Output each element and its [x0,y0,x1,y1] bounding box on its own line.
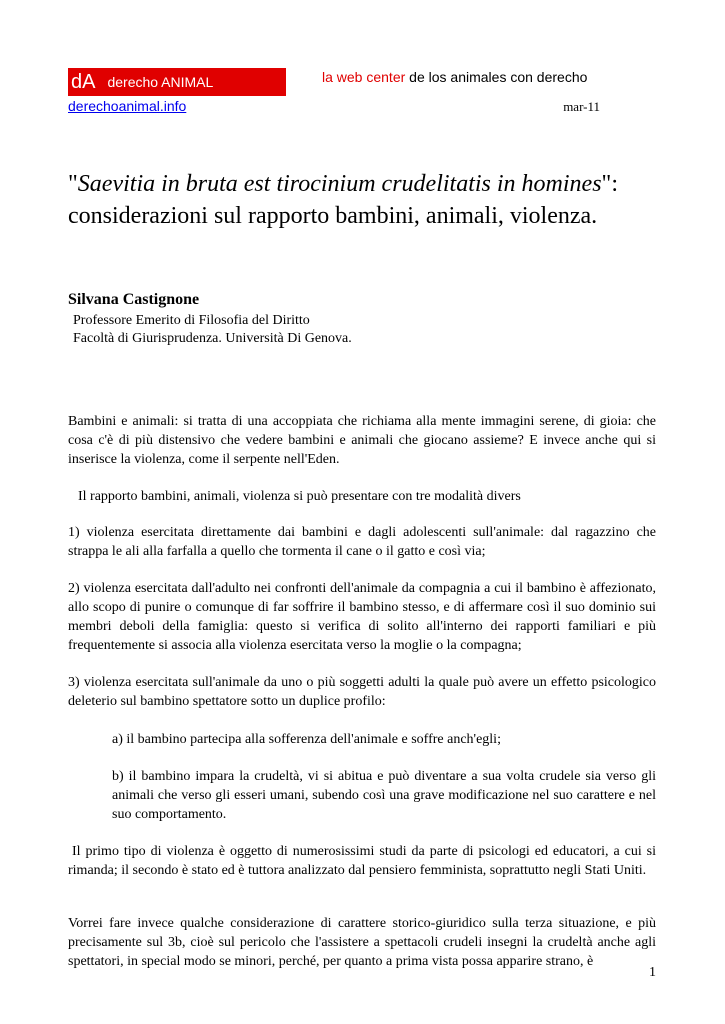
paragraph-mode-3: 3) violenza esercitata sull'animale da uno o più soggetti adulti la quale può avere un effetto psicologico deleterio sul bambino spettatore sotto un duplice profilo: [68,675,656,709]
document-date: mar-11 [563,99,600,114]
tagline-rest: de los animales con derecho [405,69,588,85]
paragraph-mode-3b: b) il bambino impara la crudeltà, vi si abitua e può diventare a sua volta crudele sia verso gli animali che verso gli esseri umani, subendo così una grave modificazione nel suo carattere e nel suo comportamento. [112,769,656,822]
author-affiliation-position: Professore Emerito di Filosofia del Diritto [73,313,310,328]
site-tagline [322,69,587,85]
paragraph-first-type: Il primo tipo di violenza è oggetto di numerosissimi studi da parte di psicologi ed educatori, a cui si rimanda; il secondo è stato ed è tuttora analizzato dal pensiero femminista, soprattutto negli Stati Uniti. [68,844,656,878]
title-latin-motto: Saevitia in bruta est tirocinium crudelitatis in homines [77,171,602,197]
paragraph-modes: Il rapporto bambini, animali, violenza si può presentare con tre modalità divers [78,489,521,504]
brand-logo: dA [71,70,96,93]
paragraph-mode-1: 1) violenza esercitata direttamente dai bambini e dagli adolescenti sull'animale: dal ragazzino che strappa le ali alla farfalla a quello che tormenta il cane o il gatto e così via; [68,525,656,559]
article-body [68,412,656,971]
title-open-quote: " [68,171,78,197]
document-title [68,168,658,232]
paragraph-closing: Vorrei fare invece qualche considerazione di carattere storico-giuridico sulla terza situazione, e più precisamente sul 3b, cioè sul pericolo che l'assistere a spettacoli crudeli insegni la crudeltà anche agli spettatori, in special modo se minori, perché, per quanto a prima vista possa apparire strano, è [68,916,656,969]
tagline-accent: la web center [322,69,406,85]
brand-name: derecho ANIMAL [107,74,214,90]
site-link[interactable]: derechoanimal.info [68,98,187,114]
author-name: Silvana Castignone [68,291,200,308]
title-subtitle: considerazioni sul rapporto bambini, animali, violenza. [68,203,598,229]
page-number: 1 [649,965,656,980]
author-affiliation-faculty: Facoltà di Giurisprudenza. Università Di Genova. [73,331,352,346]
title-close-quote: ": [601,171,618,197]
paragraph-intro: Bambini e animali: si tratta di una accoppiata che richiama alla mente immagini serene, di gioia: che cosa c'è di più distensivo che vedere bambini e animali che giocano assieme? E invece anche qui si inserisce la violenza, come il serpente nell'Eden. [68,414,656,467]
paragraph-mode-2: 2) violenza esercitata dall'adulto nei confronti dell'animale da compagnia a cui il bambino è affezionato, allo scopo di punire o comunque di far soffrire il bambino stesso, e di affermare così il suo dominio sui membri deboli della famiglia: questo si verifica di solito all'interno dei rapporti familiari e più frequentemente si associa alla violenza esercitata verso la moglie o la compagna; [68,581,656,653]
brand-banner [68,68,286,96]
paragraph-mode-3a: a) il bambino partecipa alla sofferenza dell'animale e soffre anch'egli; [112,732,501,747]
